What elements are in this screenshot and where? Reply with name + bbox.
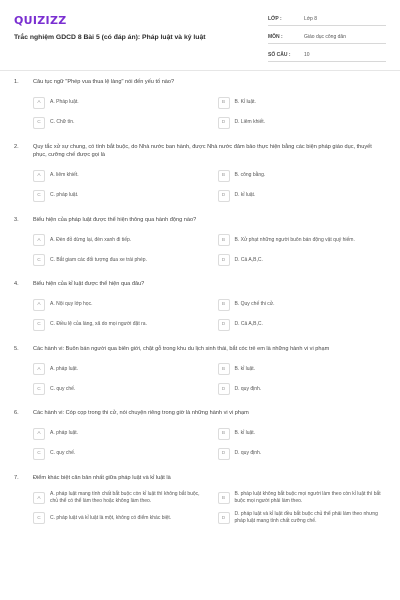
option-d[interactable] xyxy=(218,318,387,332)
option-letter-box: B xyxy=(218,299,230,311)
question-number: 6. xyxy=(14,410,19,416)
option-text: A. Nội quy lớp học. xyxy=(50,301,93,307)
question-list xyxy=(0,78,400,538)
question-number: 7. xyxy=(14,474,19,481)
option-letter-box: D xyxy=(218,254,230,266)
option-b[interactable] xyxy=(218,233,387,247)
question-4 xyxy=(0,280,400,332)
option-c[interactable] xyxy=(33,382,202,396)
option-a[interactable] xyxy=(33,233,202,247)
option-letter-box: C xyxy=(33,383,45,395)
question-text: Câu tục ngữ "Phép vua thua lệ làng" nói đến yếu tố nào? xyxy=(33,79,175,85)
question-7 xyxy=(0,474,400,526)
meta-key: MÔN : xyxy=(268,33,283,40)
option-letter-box: C xyxy=(33,319,45,331)
option-text: D. Cả A,B,C. xyxy=(234,256,263,263)
question-text: Quy tắc xử sự chung, có tính bắt buộc, do Nhà nước ban hành, được Nhà nước đảm bảo thực hiện bằng các biện pháp giáo dục, thuyết phục, cưỡng chế được gọi là xyxy=(33,143,372,158)
option-letter-box: B xyxy=(218,170,230,182)
option-letter-box: A xyxy=(33,97,45,109)
answer-options xyxy=(33,427,386,461)
page-title: Trắc nghiệm GDCD 8 Bài 5 (có đáp án): Pháp luật và kỷ luật xyxy=(14,34,206,41)
question-text: Các hành vi: Cóp cọp trong thi cử, nói chuyện riêng trong giờ là những hành vi vi phạm xyxy=(33,410,249,416)
option-text: B. kỉ luật. xyxy=(234,430,256,436)
option-a[interactable] xyxy=(33,169,202,183)
option-letter-box: D xyxy=(218,190,230,202)
header-divider xyxy=(0,70,400,71)
option-d[interactable] xyxy=(218,447,387,461)
option-b[interactable] xyxy=(218,169,387,183)
option-letter-box: D xyxy=(218,512,230,524)
option-text: D. pháp luật và kỉ luật đều bắt buộc chủ thể phải làm theo nhưng pháp luật mang tính chất cưỡng chế. xyxy=(234,511,378,524)
option-text: C. pháp luật. xyxy=(50,192,79,198)
option-text: B. công bằng. xyxy=(234,172,266,178)
question-number: 4. xyxy=(14,281,19,287)
option-letter-box: B xyxy=(218,428,230,440)
option-c[interactable] xyxy=(33,253,202,267)
option-c[interactable] xyxy=(33,116,202,130)
option-text: B. Kỉ luật. xyxy=(234,99,256,105)
option-text: D. kỉ luật. xyxy=(234,192,256,198)
option-letter-box: A xyxy=(33,363,45,375)
answer-options xyxy=(33,96,386,130)
option-text: A. pháp luật. xyxy=(50,430,79,436)
option-letter-box: A xyxy=(33,170,45,182)
option-letter-box: B xyxy=(218,492,230,504)
option-letter-box: C xyxy=(33,512,45,524)
option-b[interactable] xyxy=(218,427,387,441)
option-letter-box: B xyxy=(218,363,230,375)
option-letter-box: C xyxy=(33,254,45,266)
meta-key: LỚP : xyxy=(268,15,282,22)
option-c[interactable] xyxy=(33,318,202,332)
answer-options xyxy=(33,169,386,203)
option-text: A. pháp luật. xyxy=(50,365,79,372)
option-letter-box: D xyxy=(218,383,230,395)
question-2 xyxy=(0,143,400,203)
meta-row-count xyxy=(268,48,386,62)
option-letter-box: A xyxy=(33,492,45,504)
option-text: C. quy chế. xyxy=(50,385,76,392)
meta-row-subject xyxy=(268,30,386,44)
answer-options xyxy=(33,298,386,332)
option-c[interactable] xyxy=(33,511,202,525)
question-text: Biểu hiện của pháp luật được thể hiện thông qua hành động nào? xyxy=(33,216,197,223)
option-text: A. liêm khiết. xyxy=(50,172,79,178)
option-text: C. pháp luật và kỉ luật là một, không có điểm khác biệt. xyxy=(50,514,172,521)
option-text: D. Liêm khiết. xyxy=(234,119,266,125)
option-letter-box: A xyxy=(33,234,45,246)
question-text: Biểu hiện của kỉ luật được thể hiện qua đâu? xyxy=(33,281,145,287)
option-b[interactable] xyxy=(218,96,387,110)
option-letter-box: A xyxy=(33,428,45,440)
option-text: C. Điều lệ của làng, xã do mọi người đặt ra. xyxy=(50,321,147,327)
meta-value: 10 xyxy=(304,51,310,58)
page-header xyxy=(0,0,400,70)
meta-value: Giáo dục công dân xyxy=(304,33,346,40)
option-a[interactable] xyxy=(33,427,202,441)
option-d[interactable] xyxy=(218,382,387,396)
meta-key: SỐ CÂU : xyxy=(268,51,291,58)
option-text: B. Xử phạt những người buôn bán động vật quý hiếm. xyxy=(234,236,355,243)
option-b[interactable] xyxy=(218,362,387,376)
quizizz-logo[interactable]: QUIZIZZ xyxy=(14,14,67,27)
option-text: C. Chữ tín. xyxy=(50,119,75,125)
option-letter-box: D xyxy=(218,117,230,129)
answer-options xyxy=(33,233,386,267)
option-a[interactable] xyxy=(33,491,202,505)
question-number: 1. xyxy=(14,79,19,85)
option-d[interactable] xyxy=(218,511,387,525)
option-b[interactable] xyxy=(218,298,387,312)
meta-panel xyxy=(268,12,386,66)
option-a[interactable] xyxy=(33,96,202,110)
option-text: D. quy định. xyxy=(234,385,262,392)
option-d[interactable] xyxy=(218,189,387,203)
option-text: B. Quy chế thi cử. xyxy=(234,301,275,307)
question-6 xyxy=(0,409,400,461)
answer-options xyxy=(33,362,386,396)
question-number: 5. xyxy=(14,345,19,352)
option-d[interactable] xyxy=(218,116,387,130)
option-text: D. Cả A,B,C. xyxy=(234,321,263,327)
option-d[interactable] xyxy=(218,253,387,267)
answer-options xyxy=(33,491,386,525)
option-text: A. Pháp luật. xyxy=(50,99,79,105)
option-c[interactable] xyxy=(33,447,202,461)
option-letter-box: B xyxy=(218,234,230,246)
option-text: B. kỉ luật. xyxy=(234,365,256,372)
option-letter-box: C xyxy=(33,448,45,460)
option-text: C. quy chế. xyxy=(50,450,76,456)
option-letter-box: D xyxy=(218,319,230,331)
question-text: Các hành vi: Buôn bán người qua biên giới, chặt gỗ trong khu du lịch sinh thái, bắt cóc trẻ em là những hành vi vi phạm xyxy=(33,345,330,352)
option-a[interactable] xyxy=(33,362,202,376)
meta-value: Lớp 8 xyxy=(304,15,318,22)
question-number: 2. xyxy=(14,143,19,150)
option-letter-box: D xyxy=(218,448,230,460)
option-text: A. pháp luật mang tính chất bắt buộc còn kỉ luật thì không bắt buộc, chủ thể có thể làm theo hoặc không làm theo. xyxy=(50,491,200,504)
question-5 xyxy=(0,345,400,397)
option-letter-box: A xyxy=(33,299,45,311)
question-3 xyxy=(0,216,400,268)
option-a[interactable] xyxy=(33,298,202,312)
option-letter-box: B xyxy=(218,97,230,109)
option-text: D. quy định. xyxy=(234,450,262,456)
question-1 xyxy=(0,78,400,130)
option-b[interactable] xyxy=(218,491,387,505)
option-text: A. Đèn đỏ dừng lại, đèn xanh đi tiếp. xyxy=(50,236,132,243)
question-text: Điểm khác biệt căn bản nhất giữa pháp luật và kỉ luật là xyxy=(33,474,171,481)
option-text: B. pháp luật không bắt buộc mọi người làm theo còn kỉ luật thì bắt buộc mọi người phải làm theo. xyxy=(234,491,381,504)
question-number: 3. xyxy=(14,216,19,223)
option-letter-box: C xyxy=(33,190,45,202)
option-letter-box: C xyxy=(33,117,45,129)
option-text: C. Bắt giam các đối tượng đua xe trái phép. xyxy=(50,256,147,263)
meta-row-class xyxy=(268,12,386,26)
option-c[interactable] xyxy=(33,189,202,203)
